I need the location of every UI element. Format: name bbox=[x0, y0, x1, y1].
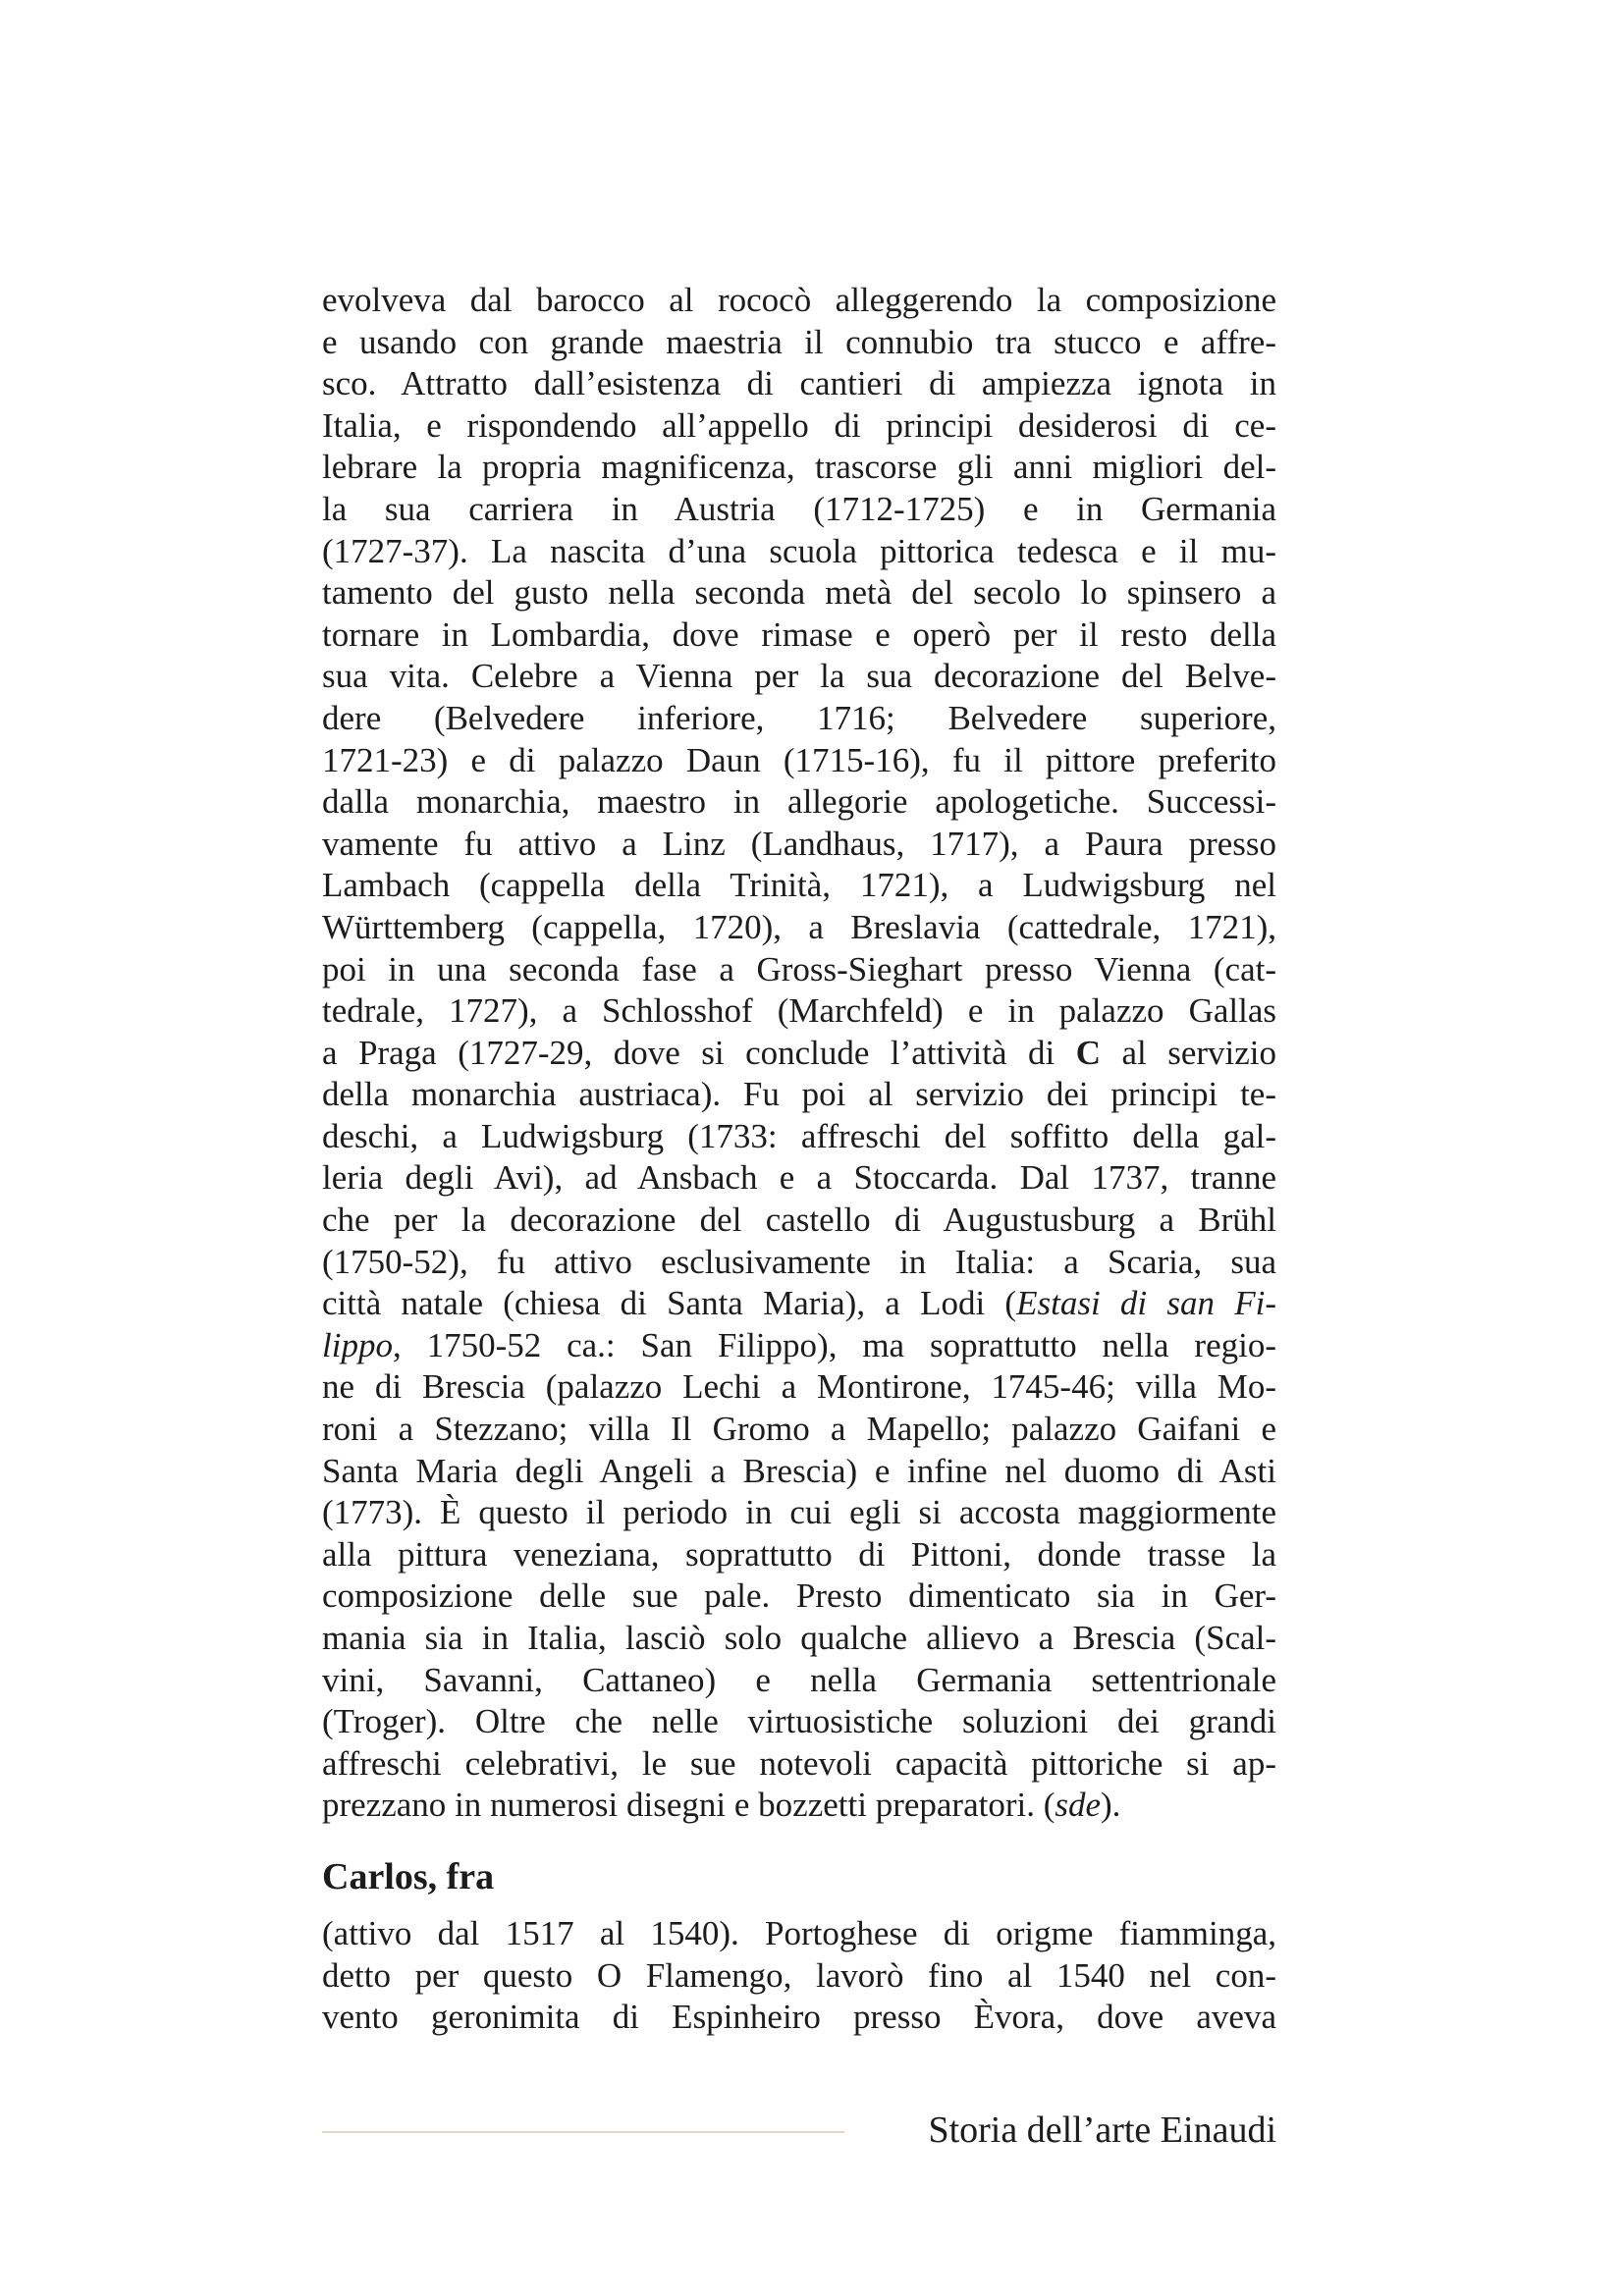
text-line: vamente fu attivo a Linz (Landhaus, 1717), a Paura presso bbox=[322, 824, 1276, 863]
text-line: (attivo dal 1517 al 1540). Portoghese di origme fiamminga, bbox=[322, 1913, 1276, 1952]
text-segment: prezzano in numerosi disegni e bozzetti preparatori. ( bbox=[322, 1786, 1055, 1825]
text-line: vento geronimita di Espinheiro presso Èvora, dove aveva bbox=[322, 1998, 1276, 2037]
text-line bbox=[322, 1785, 1276, 1827]
text-line: sco. Attratto dall’esistenza di cantieri di ampiezza ignota in bbox=[322, 364, 1276, 403]
text-line: e usando con grande maestria il connubio tra stucco e affre- bbox=[322, 322, 1276, 361]
text-line: ne di Brescia (palazzo Lechi a Montirone, 1745-46; villa Mo- bbox=[322, 1367, 1276, 1407]
text-segment: città natale (chiesa di Santa Maria), a Lodi ( bbox=[322, 1284, 1017, 1323]
text-line: Santa Maria degli Angeli a Brescia) e infine nel duomo di Asti bbox=[322, 1451, 1276, 1490]
text-line: affreschi celebrativi, le sue notevoli capacità pittoriche si ap- bbox=[322, 1743, 1276, 1783]
artwork-title: Estasi di san Fi- bbox=[1016, 1284, 1276, 1323]
text-line: mania sia in Italia, lasciò solo qualche allievo a Brescia (Scal- bbox=[322, 1619, 1276, 1657]
author-initials: sde bbox=[1055, 1786, 1102, 1825]
text-segment: , 1750-52 ca.: San Filippo), ma soprattutto nella regio- bbox=[392, 1325, 1276, 1364]
text-line: la sua carriera in Austria (1712-1725) e in Germania bbox=[322, 489, 1276, 528]
text-line: deschi, a Ludwigsburg (1733: affreschi del soffitto della gal- bbox=[322, 1116, 1276, 1155]
text-line bbox=[322, 1033, 1276, 1075]
text-line: (1773). È questo il periodo in cui egli si accosta maggiormente bbox=[322, 1493, 1276, 1532]
text-line: Italia, e rispondendo all’appello di principi desiderosi di ce- bbox=[322, 405, 1276, 445]
text-line: tedrale, 1727), a Schlosshof (Marchfeld) e in palazzo Gallas bbox=[322, 991, 1276, 1031]
text-line: che per la decorazione del castello di Augustusburg a Brühl bbox=[322, 1201, 1276, 1240]
text-line bbox=[322, 1283, 1276, 1325]
text-line: vini, Savanni, Cattaneo) e nella Germania settentrionale bbox=[322, 1660, 1276, 1699]
footer-divider bbox=[322, 2131, 844, 2133]
page-footer bbox=[322, 2109, 1276, 2152]
text-line: (1727-37). La nascita d’una scuola pittorica tedesca e il mu- bbox=[322, 531, 1276, 570]
text-segment: a Praga (1727-29, dove si conclude l’attività di bbox=[322, 1033, 1076, 1072]
text-line: evolveva dal barocco al rococò alleggerendo la composizione bbox=[322, 281, 1276, 319]
text-line: tornare in Lombardia, dove rimase e operò per il resto della bbox=[322, 614, 1276, 654]
text-line: composizione delle sue pale. Presto dimenticato sia in Ger- bbox=[322, 1576, 1276, 1616]
text-line: della monarchia austriaca). Fu poi al servizio dei principi te- bbox=[322, 1075, 1276, 1114]
artwork-title: lippo bbox=[322, 1325, 393, 1364]
text-line: Lambach (cappella della Trinità, 1721), a Ludwigsburg nel bbox=[322, 866, 1276, 905]
text-line: sua vita. Celebre a Vienna per la sua decorazione del Belve- bbox=[322, 657, 1276, 696]
text-line: dere (Belvedere inferiore, 1716; Belvedere superiore, bbox=[322, 698, 1276, 737]
entry-heading: Carlos, fra bbox=[322, 1855, 495, 1897]
text-line: poi in una seconda fase a Gross-Sieghart presso Vienna (cat- bbox=[322, 949, 1276, 988]
text-line: dalla monarchia, maestro in allegorie apologetiche. Successi- bbox=[322, 782, 1276, 822]
text-line: lebrare la propria magnificenza, trascorse gli anni migliori del- bbox=[322, 448, 1276, 487]
text-line: tamento del gusto nella seconda metà del secolo lo spinsero a bbox=[322, 573, 1276, 613]
text-line: roni a Stezzano; villa Il Gromo a Mapello; palazzo Gaifani e bbox=[322, 1410, 1276, 1449]
text-line: detto per questo O Flamengo, lavorò fino al 1540 nel con- bbox=[322, 1955, 1276, 1995]
paragraph-biography bbox=[322, 280, 1276, 1827]
bold-initial: C bbox=[1075, 1033, 1101, 1072]
text-line: alla pittura veneziana, soprattutto di Pittoni, donde trasse la bbox=[322, 1534, 1276, 1574]
text-line: Württemberg (cappella, 1720), a Breslavia (cattedrale, 1721), bbox=[322, 907, 1276, 946]
text-segment: ). bbox=[1101, 1786, 1121, 1825]
main-text-column bbox=[322, 280, 1276, 2039]
text-line: (1750-52), fu attivo esclusivamente in Italia: a Scaria, sua bbox=[322, 1242, 1276, 1281]
text-line: (Troger). Oltre che nelle virtuosistiche soluzioni dei grandi bbox=[322, 1702, 1276, 1741]
text-line: leria degli Avi), ad Ansbach e a Stoccarda. Dal 1737, tranne bbox=[322, 1158, 1276, 1198]
text-line: 1721-23) e di palazzo Daun (1715-16), fu il pittore preferito bbox=[322, 740, 1276, 779]
text-segment: al servizio bbox=[1100, 1033, 1276, 1072]
text-line bbox=[322, 1325, 1276, 1367]
footer-publisher: Storia dell’arte Einaudi bbox=[928, 2109, 1276, 2151]
paragraph-entry bbox=[322, 1913, 1276, 2039]
